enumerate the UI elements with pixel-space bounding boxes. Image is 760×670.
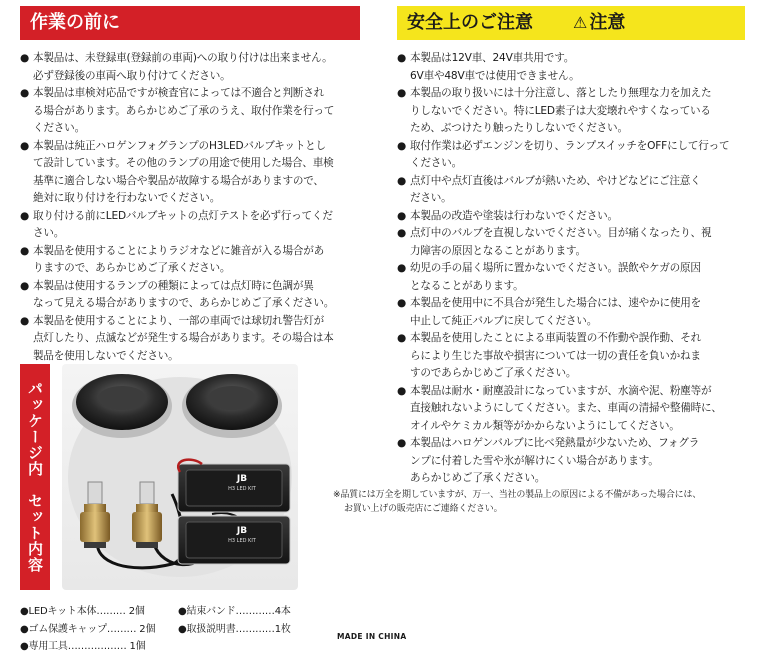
contents-item <box>178 603 291 621</box>
bullet-item <box>397 50 745 85</box>
contents-item <box>20 603 155 621</box>
bullet-line: 本製品は耐水・耐塵設計になっていますが、水滴や泥、粉塵等が <box>410 384 712 397</box>
bullet-line: りしないでください。特にLED素子は大変壊れやすくなっている <box>410 104 711 117</box>
bullet-dot-icon: ● <box>20 623 29 635</box>
bullet-line: 点灯中のバルブを直視しないでください。目が痛くなったり、視 <box>410 227 712 239</box>
bullet-dot-icon: ● <box>397 87 407 99</box>
bullet-dot-icon: ● <box>397 227 407 239</box>
bullet-dot-icon: ● <box>397 52 407 64</box>
rubber-cap-left <box>72 374 172 438</box>
contents-item <box>20 638 155 656</box>
driver-logo-bottom: JB <box>236 526 248 536</box>
bullet-dot-icon: ● <box>178 623 187 635</box>
bullet-line: すのであらかじめご了承ください。 <box>410 367 577 379</box>
bullet-line: 必ず登録後の車両へ取り付けてください。 <box>33 69 231 82</box>
contents-item-label: LEDキット本体……… 2個 <box>28 606 145 617</box>
bullet-line: 取付作業は必ずエンジンを切り、ランプスイッチをOFFにして行って <box>410 139 730 152</box>
bullet-item <box>20 50 360 85</box>
bullet-dot-icon: ● <box>20 244 30 257</box>
bullet-item <box>397 173 745 208</box>
bullet-line: る場合があります。あらかじめご了承のうえ、取付作業を行って <box>33 104 335 117</box>
bullet-line: 本製品は12V車、24V車共用です。 <box>410 52 575 64</box>
bullet-item <box>397 208 745 226</box>
bullet-line: 本製品の取り扱いには十分注意し、落としたり無理な力を加えた <box>410 87 712 99</box>
bullet-item <box>397 435 745 488</box>
safety-header <box>397 6 745 40</box>
contents-item-label: ゴム保護キャップ……… 2個 <box>28 623 156 635</box>
before-work-list <box>20 50 360 365</box>
bullet-item <box>20 208 360 243</box>
bullet-dot-icon: ● <box>397 297 407 309</box>
bullet-line: ください。 <box>410 157 462 169</box>
bullet-line: 本製品の改造や塗装は行わないでください。 <box>410 209 618 222</box>
bullet-item <box>397 330 745 383</box>
bullet-line: 幼児の手の届く場所に置かないでください。誤飲やケガの原因 <box>410 262 701 274</box>
bullet-dot-icon: ● <box>397 384 407 397</box>
bullet-item <box>397 260 745 295</box>
caution-text: 注意 <box>589 12 626 33</box>
bullet-item <box>20 243 360 278</box>
bullet-line: 取り付ける前にLEDバルブキットの点灯テストを必ず行ってくだ <box>33 209 333 222</box>
bullet-dot-icon: ● <box>20 279 30 292</box>
bullet-line: ンプに付着した雪や氷が解けにくい場合があります。 <box>410 454 659 467</box>
contents-item-label: 専用工具……………… 1個 <box>28 641 146 652</box>
bullet-item <box>397 225 745 260</box>
bullet-item <box>20 278 360 313</box>
bullet-line: 本製品は、未登録車(登録前の車両)への取り付けは出来ません。 <box>33 52 333 64</box>
bullet-line: 力障害の原因となることがあります。 <box>410 244 586 257</box>
contents-item-label: 結束バンド…………4本 <box>186 606 291 617</box>
bullet-dot-icon: ● <box>20 606 29 617</box>
bullet-line: さい。 <box>33 227 65 239</box>
rubber-cap-right <box>182 374 282 438</box>
bullet-dot-icon: ● <box>20 139 30 152</box>
bullet-line: 本製品を使用したことによる車両装置の不作動や誤作動、それ <box>410 332 702 344</box>
contents-list-left <box>20 603 155 656</box>
bullet-dot-icon: ● <box>397 209 407 222</box>
bullet-line: 製品を使用しないでください。 <box>33 349 179 362</box>
bullet-line: となることがあります。 <box>410 279 524 292</box>
bullet-line: 直接触れないようにしてください。また、車両の清掃や整備時に、 <box>410 402 722 414</box>
driver-text-top: H3 LED KIT <box>228 486 256 492</box>
bullet-line: 本製品は純正ハロゲンフォグランプのH3LEDバルブキットとし <box>33 139 326 152</box>
bullet-line: て設計しています。その他のランプの用途で使用した場合、車検 <box>33 157 334 169</box>
bullet-item <box>397 383 745 436</box>
bullet-line: ため、ぶつけたり触ったりしないでください。 <box>410 122 628 134</box>
bullet-dot-icon: ● <box>20 314 30 327</box>
bullet-line: 本製品は使用するランプの種類によっては点灯時に色調が異 <box>33 279 314 292</box>
bullet-line: なって見える場合がありますので、あらかじめご了承ください。 <box>33 297 335 309</box>
bullet-item <box>20 138 360 208</box>
contents-item-label: 取扱説明書…………1枚 <box>186 623 291 635</box>
bullet-dot-icon: ● <box>397 139 407 152</box>
bullet-line: 点灯したり、点滅などが発生する場合があります。その場合は本 <box>33 332 334 344</box>
bullet-line: 基準に適合しない場合や製品が故障する場合がありますので、 <box>33 174 324 187</box>
bullet-line: オイルやケミカル類等がかからないようにしてください。 <box>410 419 680 432</box>
bullet-dot-icon: ● <box>178 606 187 617</box>
contents-item <box>178 621 291 639</box>
note-line-2: お買い上げの販売店にご連絡ください。 <box>344 504 503 514</box>
driver-text-bottom: H3 LED KIT <box>228 538 256 544</box>
safety-list <box>397 50 745 488</box>
bullet-dot-icon: ● <box>397 262 407 274</box>
before-work-header: 作業の前に <box>20 6 360 40</box>
bullet-dot-icon: ● <box>397 174 407 187</box>
bullet-line: あらかじめご了承ください。 <box>410 472 546 484</box>
warning-triangle-icon: ⚠ <box>573 13 588 32</box>
bullet-item <box>397 295 745 330</box>
bullet-line: ください。 <box>33 122 85 134</box>
package-contents-label: パッケージ内 セット内容 <box>20 364 50 590</box>
bullet-item <box>397 85 745 138</box>
bullet-line: ださい。 <box>410 192 452 204</box>
caution-label <box>573 6 625 40</box>
safety-title: 安全上のご注意 <box>407 12 533 33</box>
bullet-line: 本製品を使用中に不具合が発生した場合には、速やかに使用を <box>410 297 702 309</box>
contents-list-right <box>178 603 291 638</box>
note-line-1: ※品質には万全を期していますが、万一、当社の製品上の原因による不備があった場合には、 <box>333 490 702 500</box>
bullet-item <box>20 85 360 138</box>
bullet-line: りますので、あらかじめご了承ください。 <box>33 262 231 274</box>
bullet-line: 点灯中や点灯直後はバルブが熱いため、やけどなどにご注意く <box>410 174 701 187</box>
bullet-line: 本製品を使用することにより、一部の車両では球切れ警告灯が <box>33 314 325 327</box>
bullet-dot-icon: ● <box>20 87 30 99</box>
driver-logo-top: JB <box>236 474 248 484</box>
bullet-line: 本製品を使用することによりラジオなどに雑音が入る場合があ <box>33 244 325 257</box>
bullet-dot-icon: ● <box>20 52 30 64</box>
bullet-dot-icon: ● <box>397 437 407 449</box>
made-in-label: MADE IN CHINA <box>337 632 407 641</box>
contents-item <box>20 621 155 639</box>
bullet-line: 絶対に取り付けを行わないでください。 <box>33 192 221 204</box>
bullet-line: 6V車や48V車では使用できません。 <box>410 69 580 82</box>
bullet-line: らにより生じた事故や損害については一切の責任を負いかねま <box>410 349 701 362</box>
bullet-line: 本製品はハロゲンバルブに比べ発熱量が少ないため、フォグラ <box>410 437 700 449</box>
bullet-dot-icon: ● <box>397 332 407 344</box>
bullet-dot-icon: ● <box>20 209 30 222</box>
package-photo <box>62 364 298 590</box>
before-work-section <box>20 6 360 365</box>
bullet-line: 中止して純正バルブに戻してください。 <box>410 314 598 327</box>
bullet-line: 本製品は車検対応品ですが検査官によっては不適合と判断され <box>33 87 325 99</box>
quality-note <box>333 488 748 516</box>
safety-section <box>397 6 745 488</box>
bullet-item <box>20 313 360 366</box>
bullet-item <box>397 138 745 173</box>
bullet-dot-icon: ● <box>20 641 29 652</box>
